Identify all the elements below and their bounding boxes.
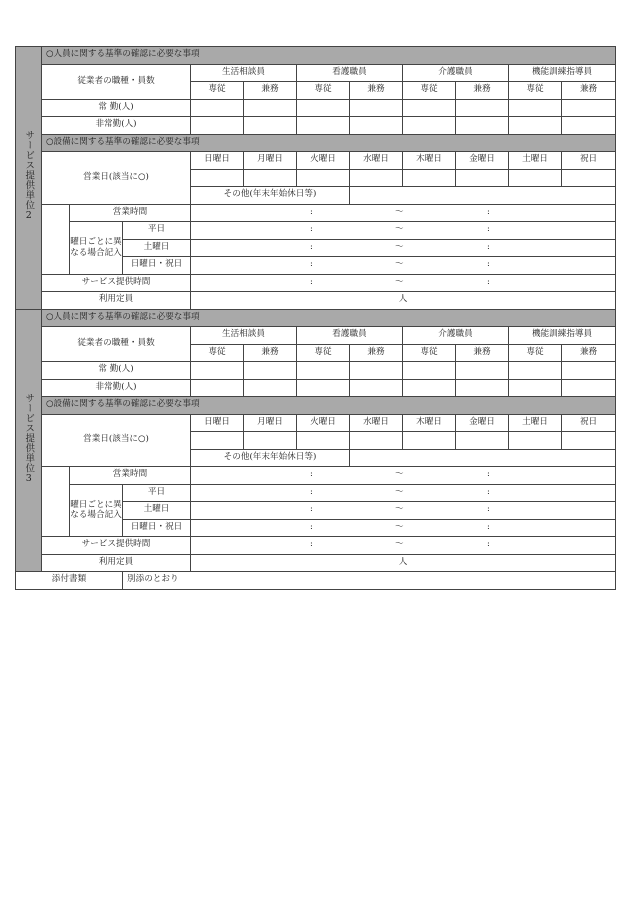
dual-role-header: 兼務 — [562, 82, 616, 100]
time-colon: : — [310, 469, 313, 480]
input-cell[interactable] — [562, 432, 616, 450]
weekday-header: 木曜日 — [403, 414, 456, 432]
table-row — [16, 274, 616, 292]
time-colon: : — [310, 539, 313, 550]
table-row — [16, 292, 616, 310]
time-colon: : — [487, 259, 490, 270]
input-cell[interactable] — [191, 99, 244, 117]
input-cell[interactable] — [509, 432, 562, 450]
indent-cell — [42, 204, 70, 274]
input-cell[interactable] — [191, 432, 244, 450]
table-row — [16, 204, 616, 222]
staff-role-header: 看護職員 — [297, 64, 403, 82]
weekday-header: 火曜日 — [297, 152, 350, 170]
time-colon: : — [310, 276, 313, 287]
input-cell[interactable] — [562, 362, 616, 380]
input-cell[interactable] — [297, 169, 350, 187]
time-colon: : — [487, 206, 490, 217]
by-day-label: 曜日ごとに異なる場合記入 — [70, 222, 123, 275]
table-row — [16, 572, 616, 590]
weekday-header: 日曜日 — [191, 414, 244, 432]
time-colon: : — [310, 224, 313, 235]
time-range-cell[interactable] — [191, 257, 616, 275]
time-colon: : — [487, 521, 490, 532]
service-hours-label: サービス提供時間 — [42, 537, 191, 555]
full-time-header: 専従 — [509, 344, 562, 362]
input-cell[interactable] — [350, 362, 403, 380]
table-row — [16, 554, 616, 572]
input-cell[interactable] — [509, 169, 562, 187]
input-cell[interactable] — [191, 169, 244, 187]
day-type-label: 土曜日 — [123, 239, 191, 257]
weekday-header: 金曜日 — [456, 152, 509, 170]
time-tilde: 〜 — [395, 504, 404, 515]
table-row — [16, 64, 616, 82]
input-cell[interactable] — [244, 169, 297, 187]
full-time-header: 専従 — [191, 82, 244, 100]
other-days-input[interactable] — [350, 187, 616, 205]
weekday-header: 日曜日 — [191, 152, 244, 170]
staff-role-header: 生活相談員 — [191, 64, 297, 82]
time-colon: : — [310, 486, 313, 497]
full-time-header: 専従 — [403, 344, 456, 362]
other-days-input[interactable] — [350, 449, 616, 467]
time-tilde: 〜 — [395, 259, 404, 270]
table-row — [16, 362, 616, 380]
time-colon: : — [310, 241, 313, 252]
dual-role-header: 兼務 — [456, 82, 509, 100]
input-cell[interactable] — [509, 99, 562, 117]
time-range-cell[interactable] — [191, 222, 616, 240]
input-cell[interactable] — [403, 99, 456, 117]
business-hours-label: 営業時間 — [70, 204, 191, 222]
attachments-label: 添付書類 — [16, 572, 123, 590]
input-cell[interactable] — [297, 117, 350, 135]
weekday-header: 水曜日 — [350, 414, 403, 432]
staff-role-header: 看護職員 — [297, 327, 403, 345]
staff-role-header: 機能訓練指導員 — [509, 327, 616, 345]
business-hours-label: 営業時間 — [70, 467, 191, 485]
day-type-label: 土曜日 — [123, 502, 191, 520]
time-range-cell[interactable] — [191, 502, 616, 520]
input-cell[interactable] — [509, 362, 562, 380]
time-tilde: 〜 — [395, 206, 404, 217]
table-row — [16, 152, 616, 170]
full-time-header: 専従 — [509, 82, 562, 100]
input-cell[interactable] — [244, 362, 297, 380]
table-row — [16, 484, 616, 502]
time-colon: : — [487, 469, 490, 480]
table-row — [16, 379, 616, 397]
input-cell[interactable] — [509, 379, 562, 397]
table-row — [16, 397, 616, 415]
dual-role-header: 兼務 — [244, 82, 297, 100]
full-time-header: 専従 — [297, 82, 350, 100]
weekday-header: 土曜日 — [509, 414, 562, 432]
service-unit-form — [15, 46, 615, 590]
input-cell[interactable] — [456, 432, 509, 450]
parttime-row-label: 非常勤(人) — [42, 117, 191, 135]
day-type-label: 日曜日・祝日 — [123, 519, 191, 537]
input-cell[interactable] — [191, 117, 244, 135]
other-days-label: その他(年末年始休日等) — [191, 449, 350, 467]
table-row — [16, 537, 616, 555]
input-cell[interactable] — [403, 379, 456, 397]
time-range-cell[interactable] — [191, 537, 616, 555]
input-cell[interactable] — [244, 432, 297, 450]
input-cell[interactable] — [456, 117, 509, 135]
time-range-cell[interactable] — [191, 467, 616, 485]
time-range-cell[interactable] — [191, 484, 616, 502]
input-cell[interactable] — [456, 99, 509, 117]
time-colon: : — [487, 241, 490, 252]
input-cell[interactable] — [297, 99, 350, 117]
input-cell[interactable] — [562, 169, 616, 187]
input-cell[interactable] — [456, 379, 509, 397]
input-cell[interactable] — [191, 379, 244, 397]
table-row — [16, 327, 616, 345]
input-cell[interactable] — [244, 99, 297, 117]
input-cell[interactable] — [297, 362, 350, 380]
time-tilde: 〜 — [395, 469, 404, 480]
full-time-header: 専従 — [403, 82, 456, 100]
staff-role-header: 介護職員 — [403, 64, 509, 82]
weekday-header: 月曜日 — [244, 414, 297, 432]
time-range-cell[interactable] — [191, 274, 616, 292]
day-type-label: 平日 — [123, 222, 191, 240]
fulltime-row-label: 常 勤(人) — [42, 362, 191, 380]
weekday-header: 金曜日 — [456, 414, 509, 432]
time-colon: : — [487, 224, 490, 235]
dual-role-header: 兼務 — [244, 344, 297, 362]
input-cell[interactable] — [297, 432, 350, 450]
input-cell[interactable] — [403, 432, 456, 450]
table-row — [16, 134, 616, 152]
dual-role-header: 兼務 — [562, 344, 616, 362]
staff-role-header: 生活相談員 — [191, 327, 297, 345]
input-cell[interactable] — [244, 117, 297, 135]
staff-role-header: 機能訓練指導員 — [509, 64, 616, 82]
time-colon: : — [487, 486, 490, 497]
attachments-value: 別添のとおり — [123, 572, 616, 590]
time-colon: : — [487, 504, 490, 515]
capacity-input[interactable]: 人 — [191, 554, 616, 572]
table-row — [16, 99, 616, 117]
staff-row-header: 従業者の職種・員数 — [42, 64, 191, 99]
table-row — [16, 414, 616, 432]
input-cell[interactable] — [456, 169, 509, 187]
time-colon: : — [310, 521, 313, 532]
capacity-input[interactable]: 人 — [191, 292, 616, 310]
input-cell[interactable] — [350, 169, 403, 187]
table-row — [16, 222, 616, 240]
form-table — [15, 46, 616, 590]
input-cell[interactable] — [350, 432, 403, 450]
staff-section-title: ○人員に関する基準の確認に必要な事項 — [42, 47, 616, 65]
weekday-header: 木曜日 — [403, 152, 456, 170]
input-cell[interactable] — [191, 362, 244, 380]
input-cell[interactable] — [403, 117, 456, 135]
input-cell[interactable] — [456, 362, 509, 380]
time-colon: : — [487, 539, 490, 550]
time-tilde: 〜 — [395, 224, 404, 235]
table-row — [16, 117, 616, 135]
staff-section-title: ○人員に関する基準の確認に必要な事項 — [42, 309, 616, 327]
unit-side-label: サービス提供単位3 — [16, 309, 42, 572]
time-tilde: 〜 — [395, 521, 404, 532]
day-type-label: 平日 — [123, 484, 191, 502]
parttime-row-label: 非常勤(人) — [42, 379, 191, 397]
weekday-header: 月曜日 — [244, 152, 297, 170]
dual-role-header: 兼務 — [456, 344, 509, 362]
input-cell[interactable] — [509, 117, 562, 135]
time-range-cell[interactable] — [191, 519, 616, 537]
full-time-header: 専従 — [297, 344, 350, 362]
time-tilde: 〜 — [395, 276, 404, 287]
facility-section-title: ○設備に関する基準の確認に必要な事項 — [42, 134, 616, 152]
business-days-label: 営業日(該当に○) — [42, 152, 191, 205]
weekday-header: 祝日 — [562, 152, 616, 170]
fulltime-row-label: 常 勤(人) — [42, 99, 191, 117]
table-row — [16, 309, 616, 327]
full-time-header: 専従 — [191, 344, 244, 362]
table-row — [16, 467, 616, 485]
time-range-cell[interactable] — [191, 204, 616, 222]
staff-role-header: 介護職員 — [403, 327, 509, 345]
unit-side-label: サービス提供単位2 — [16, 47, 42, 310]
business-days-label: 営業日(該当に○) — [42, 414, 191, 467]
facility-section-title: ○設備に関する基準の確認に必要な事項 — [42, 397, 616, 415]
dual-role-header: 兼務 — [350, 344, 403, 362]
time-colon: : — [310, 504, 313, 515]
input-cell[interactable] — [562, 379, 616, 397]
other-days-label: その他(年末年始休日等) — [191, 187, 350, 205]
time-colon: : — [487, 276, 490, 287]
input-cell[interactable] — [244, 379, 297, 397]
time-colon: : — [310, 206, 313, 217]
time-range-cell[interactable] — [191, 239, 616, 257]
weekday-header: 火曜日 — [297, 414, 350, 432]
input-cell[interactable] — [350, 99, 403, 117]
input-cell[interactable] — [403, 169, 456, 187]
dual-role-header: 兼務 — [350, 82, 403, 100]
input-cell[interactable] — [350, 379, 403, 397]
input-cell[interactable] — [562, 99, 616, 117]
staff-row-header: 従業者の職種・員数 — [42, 327, 191, 362]
day-type-label: 日曜日・祝日 — [123, 257, 191, 275]
indent-cell — [42, 467, 70, 537]
weekday-header: 祝日 — [562, 414, 616, 432]
capacity-label: 利用定員 — [42, 554, 191, 572]
time-tilde: 〜 — [395, 486, 404, 497]
input-cell[interactable] — [350, 117, 403, 135]
time-tilde: 〜 — [395, 539, 404, 550]
input-cell[interactable] — [403, 362, 456, 380]
weekday-header: 水曜日 — [350, 152, 403, 170]
service-hours-label: サービス提供時間 — [42, 274, 191, 292]
by-day-label: 曜日ごとに異なる場合記入 — [70, 484, 123, 537]
input-cell[interactable] — [562, 117, 616, 135]
input-cell[interactable] — [297, 379, 350, 397]
table-row — [16, 47, 616, 65]
capacity-label: 利用定員 — [42, 292, 191, 310]
weekday-header: 土曜日 — [509, 152, 562, 170]
time-colon: : — [310, 259, 313, 270]
time-tilde: 〜 — [395, 241, 404, 252]
